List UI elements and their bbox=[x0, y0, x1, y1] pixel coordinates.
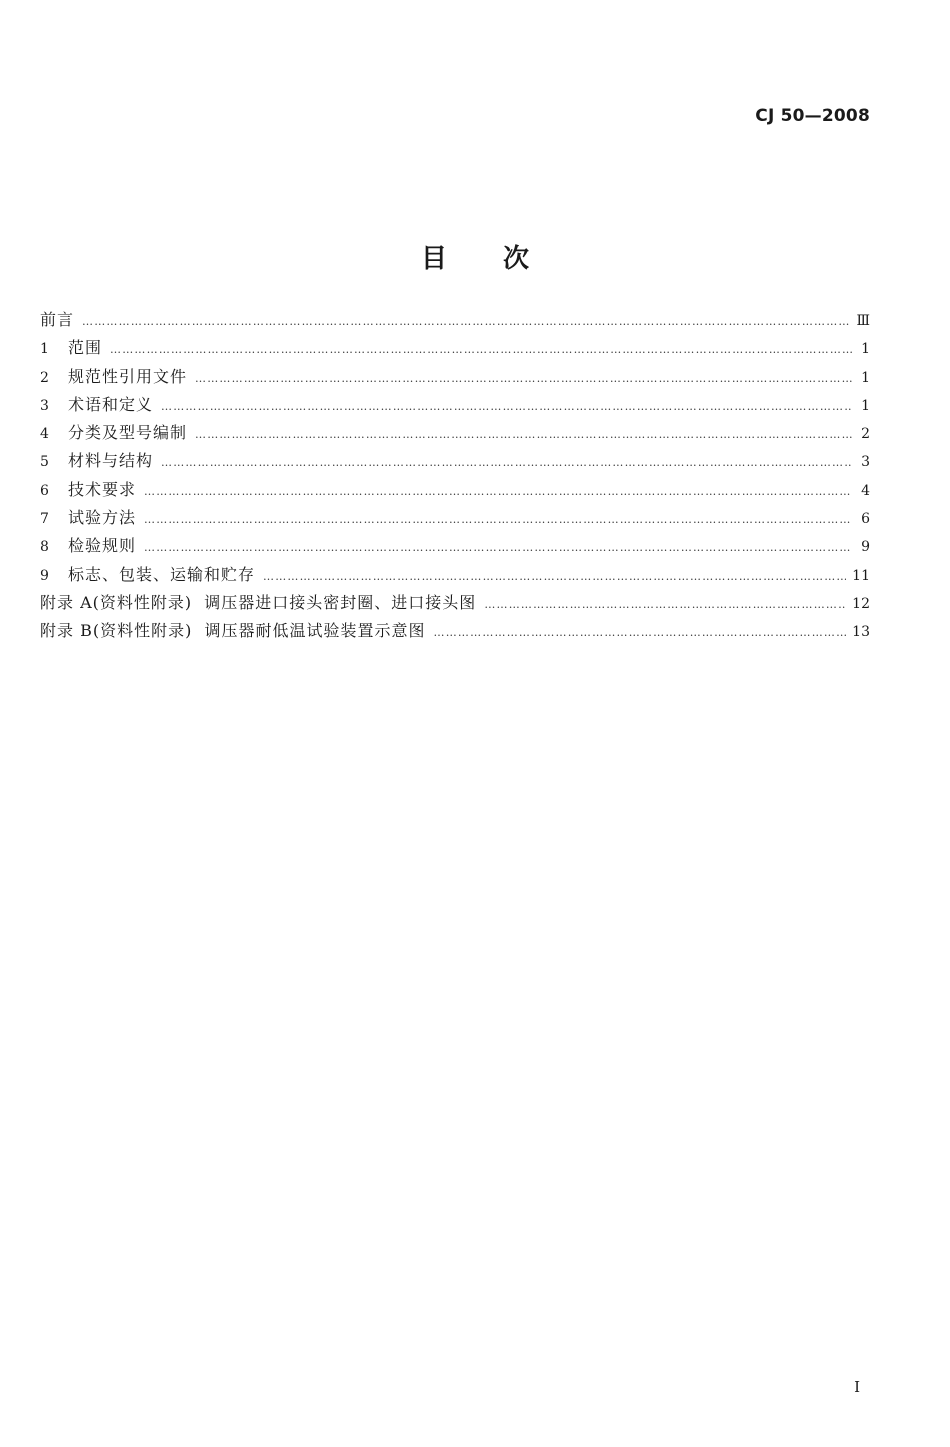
toc-entry-number: 5 bbox=[40, 454, 49, 471]
toc-entry-page: 3 bbox=[861, 454, 870, 471]
toc-dot-leader bbox=[82, 308, 850, 336]
toc-entry-number: 8 bbox=[40, 539, 49, 556]
toc-entry-label: 标志、包装、运输和贮存 bbox=[68, 564, 256, 584]
toc-entry[interactable] bbox=[40, 561, 870, 589]
toc-entry-number: 1 bbox=[40, 341, 49, 358]
toc-entry-page: 6 bbox=[861, 511, 870, 528]
table-of-contents bbox=[40, 306, 870, 646]
toc-entry-number: 6 bbox=[40, 482, 49, 499]
toc-entry[interactable] bbox=[40, 447, 870, 475]
toc-entry[interactable] bbox=[40, 476, 870, 504]
toc-entry-label: 分类及型号编制 bbox=[68, 423, 188, 443]
toc-entry-page: 4 bbox=[861, 482, 870, 499]
toc-entry[interactable] bbox=[40, 306, 870, 334]
toc-entry-number: 9 bbox=[40, 567, 49, 584]
toc-dot-leader bbox=[484, 591, 846, 619]
document-code: CJ 50—2008 bbox=[755, 106, 870, 126]
toc-entry[interactable] bbox=[40, 419, 870, 447]
toc-entry-number: 3 bbox=[40, 397, 49, 414]
toc-entry-page: 13 bbox=[852, 624, 870, 641]
toc-entry-number: 7 bbox=[40, 511, 49, 528]
toc-entry[interactable] bbox=[40, 532, 870, 560]
toc-entry[interactable] bbox=[40, 504, 870, 532]
toc-entry-label: 术语和定义 bbox=[68, 394, 154, 414]
toc-entry-label: 范围 bbox=[68, 338, 103, 358]
toc-entry-number: 4 bbox=[40, 426, 49, 443]
toc-entry-page: 12 bbox=[852, 595, 870, 612]
toc-entry[interactable] bbox=[40, 391, 870, 419]
toc-dot-leader bbox=[144, 478, 852, 506]
toc-entry-page: Ⅲ bbox=[856, 313, 870, 329]
page-number: I bbox=[854, 1378, 860, 1396]
toc-entry-page: 2 bbox=[861, 426, 870, 443]
toc-entry-appendix[interactable] bbox=[40, 617, 870, 645]
toc-entry-label: 试验方法 bbox=[68, 508, 137, 528]
toc-entry[interactable] bbox=[40, 363, 870, 391]
toc-entry-label: 规范性引用文件 bbox=[68, 366, 188, 386]
toc-dot-leader bbox=[144, 534, 852, 562]
toc-entry-label: 检验规则 bbox=[68, 536, 137, 556]
toc-entry-label: 附录 B(资料性附录) 调压器耐低温试验装置示意图 bbox=[40, 621, 426, 641]
toc-dot-leader bbox=[263, 563, 846, 591]
toc-entry-page: 9 bbox=[861, 539, 870, 556]
toc-dot-leader bbox=[161, 393, 852, 421]
toc-entry-page: 1 bbox=[861, 369, 870, 386]
toc-dot-leader bbox=[434, 619, 847, 647]
toc-entry-page: 11 bbox=[852, 567, 870, 584]
toc-entry-label: 前言 bbox=[40, 310, 75, 329]
toc-entry-label: 材料与结构 bbox=[68, 451, 154, 471]
toc-entry-page: 1 bbox=[861, 397, 870, 414]
toc-dot-leader bbox=[195, 365, 852, 393]
toc-entry-appendix[interactable] bbox=[40, 589, 870, 617]
toc-dot-leader bbox=[144, 506, 852, 534]
toc-title: 目次 bbox=[420, 244, 585, 274]
toc-dot-leader bbox=[195, 421, 852, 449]
toc-dot-leader bbox=[161, 449, 852, 477]
toc-entry[interactable] bbox=[40, 334, 870, 362]
toc-dot-leader bbox=[110, 336, 852, 364]
toc-entry-label: 技术要求 bbox=[68, 479, 137, 499]
toc-entry-number: 2 bbox=[40, 369, 49, 386]
toc-entry-page: 1 bbox=[861, 341, 870, 358]
toc-entry-label: 附录 A(资料性附录) 调压器进口接头密封圈、进口接头图 bbox=[40, 592, 477, 612]
